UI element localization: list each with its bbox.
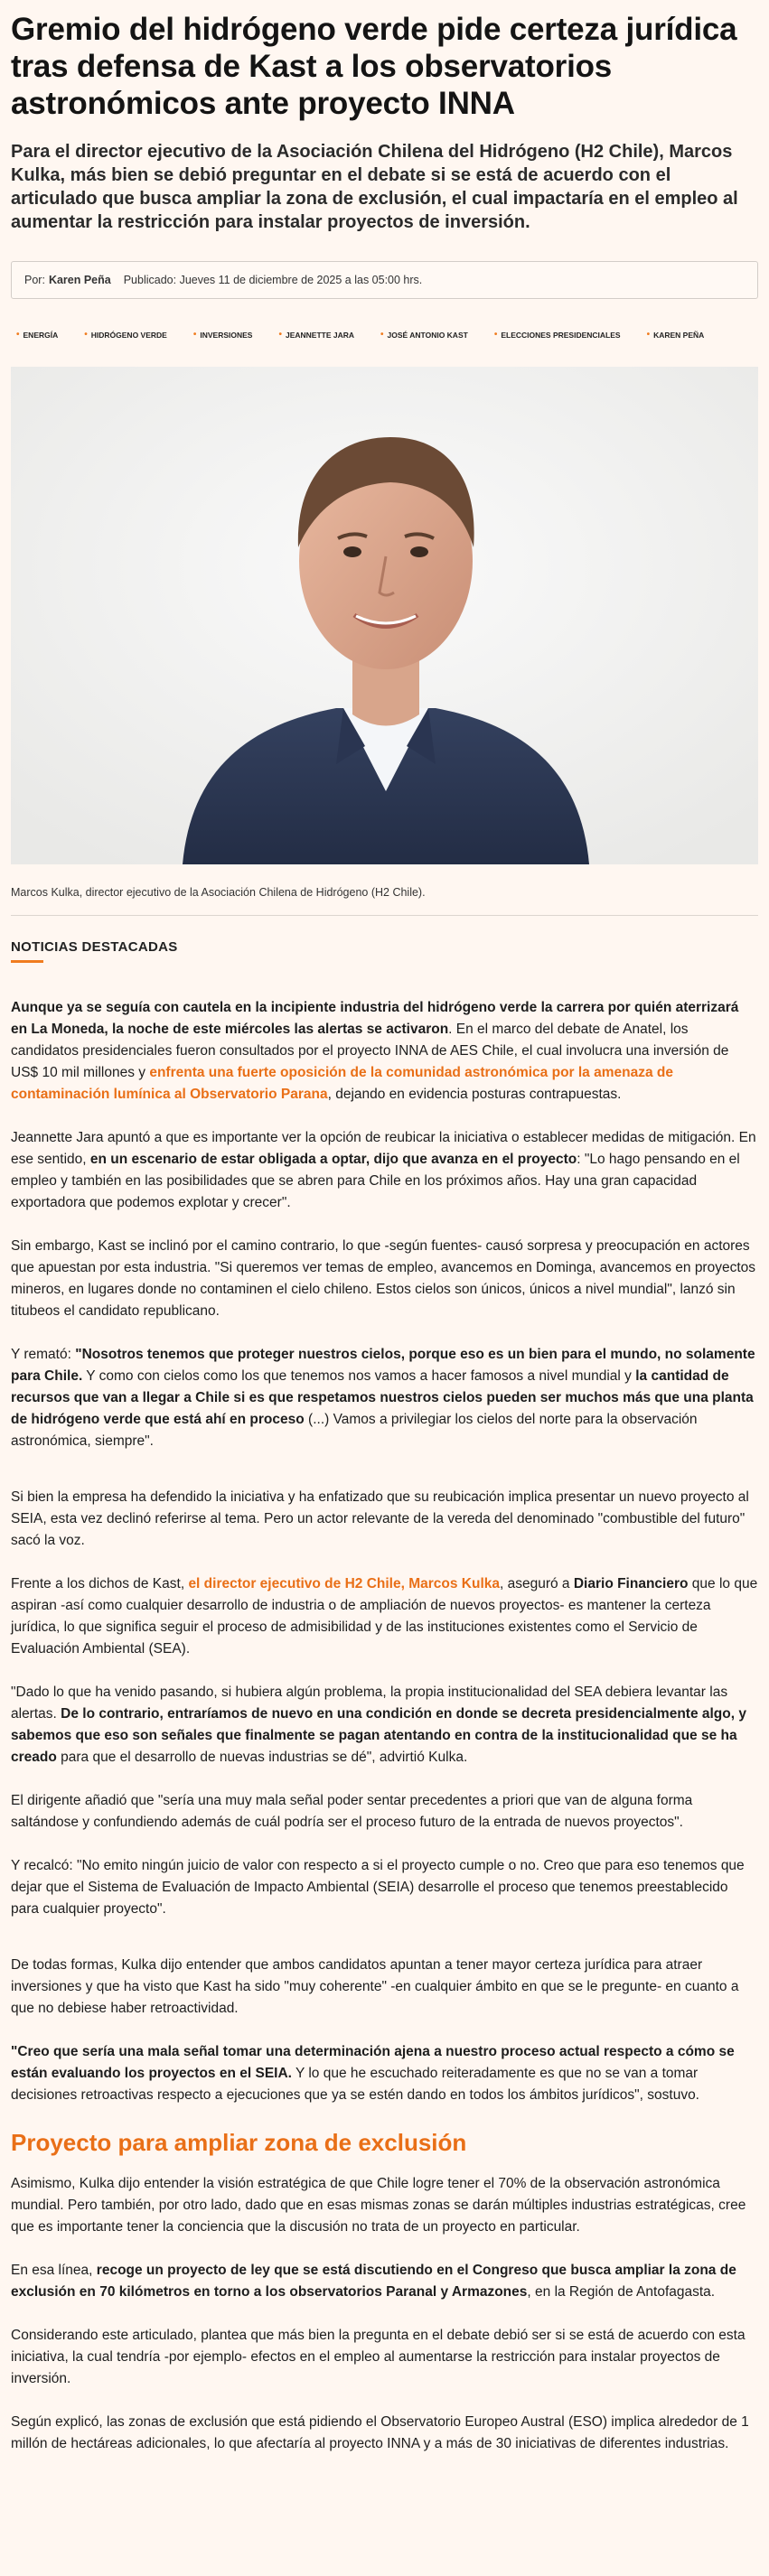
paragraph: Frente a los dichos de Kast, el director ejecutivo de H2 Chile, Marcos Kulka, aseguró a Diario Financiero que lo que aspiran -así como cualquier desarrollo de industria o de ampliación de nuevos proyectos- es mantener la certeza jurídica, lo que significa seguir el proceso de admisibilidad y de las instituciones existentes como el Servicio de Evaluación Ambiental (SEA). bbox=[11, 1576, 758, 1657]
portrait-illustration bbox=[11, 367, 758, 864]
featured-news-link[interactable]: NOTICIAS DESTACADAS bbox=[11, 939, 178, 955]
bullet-icon: • bbox=[84, 330, 88, 340]
tag-hidrogeno-verde[interactable]: • HIDRÓGENO VERDE bbox=[84, 330, 167, 340]
tag-jeannette-jara[interactable]: • JEANNETTE JARA bbox=[278, 330, 355, 340]
paragraph: Si bien la empresa ha defendido la iniciativa y ha enfatizado que su reubicación implica presentar un nuevo proyecto al SEIA, esta vez declinó referirse al tema. Pero un actor relevante de la vereda del denominado "combustible del futuro" sacó la voz. bbox=[11, 1489, 749, 1548]
bullet-icon: • bbox=[192, 330, 197, 340]
byline bbox=[11, 261, 758, 299]
tag-list bbox=[11, 324, 758, 345]
paragraph: Según explicó, las zonas de exclusión que está pidiendo el Observatorio Europeo Austral (ESO) implica alrededor de 1 millón de hectáreas adicionales, lo que afectaría al proyecto INNA y a más de 30 iniciativas de diferentes industrias. bbox=[11, 2414, 749, 2451]
paragraph: Y recalcó: "No emito ningún juicio de valor con respecto a si el proyecto cumple o no. Creo que para eso tenemos que dejar que el Sistema de Evaluación de Impacto Ambiental (SEIA) desarrolle el proceso que tenemos preestablecido para cualquier proyecto". bbox=[11, 1858, 745, 1917]
paragraph: El dirigente añadió que "sería una muy mala señal poder sentar precedentes a priori que van de alguna forma saltándose y confundiendo además de cuál podría ser el proceso futuro de la entrada de nuevos proyectos". bbox=[11, 1793, 693, 1830]
bullet-icon: • bbox=[16, 330, 20, 340]
paragraph: "Creo que sería una mala señal tomar una determinación ajena a nuestro proceso actual respecto a cómo se están evaluando los proyectos en el SEIA. Y lo que he escuchado reiteradamente es que no se van a tomar decisiones retroactivas respecto a ejecuciones que ya se estén dando en todos los ámbitos jurídicos", sostuvo. bbox=[11, 2044, 735, 2103]
inline-link-astronomy[interactable]: enfrenta una fuerte oposición de la comunidad astronómica por la amenaza de contaminación lumínica al Observatorio Parana bbox=[11, 1065, 673, 1102]
article-body bbox=[11, 997, 758, 2455]
paragraph: En esa línea, recoge un proyecto de ley que se está discutiendo en el Congreso que busca ampliar la zona de exclusión en 70 kilómetros en torno a los observatorios Paranal y Armazones, en la Región de Antofagasta. bbox=[11, 2263, 736, 2300]
paragraph: Jeannette Jara apuntó a que es importante ver la opción de reubicar la iniciativa o establecer medidas de mitigación. En ese sentido, en un escenario de estar obligada a optar, dijo que avanza en el proyecto: "Lo hago pensando en el empleo y también en las posibilidades que se abren para Chile en los próximos años. Hay una gran capacidad exportadora que podemos explotar y crecer". bbox=[11, 1130, 756, 1210]
paragraph: "Dado lo que ha venido pasando, si hubiera algún problema, la propia institucionalidad del SEA debiera levantar las alertas. De lo contrario, entraríamos de nuevo en una condición en donde se decreta presidencialmente algo, y sabemos que eso son señales que finalmente se pagan atentando en contra de la institucionalidad que se ha creado para que el desarrollo de nuevas industrias se dé", advirtió Kulka. bbox=[11, 1685, 746, 1765]
tag-inversiones[interactable]: • INVERSIONES bbox=[192, 330, 253, 340]
tag-energia[interactable]: • ENERGÍA bbox=[16, 330, 59, 340]
photo-caption: Marcos Kulka, director ejecutivo de la Asociación Chilena de Hidrógeno (H2 Chile). bbox=[11, 886, 426, 899]
featured-underline bbox=[11, 960, 43, 963]
published-date: Publicado: Jueves 11 de diciembre de 2025 a las 05:00 hrs. bbox=[123, 274, 423, 286]
tag-jose-antonio-kast[interactable]: • JOSÉ ANTONIO KAST bbox=[380, 330, 468, 340]
paragraph: Asimismo, Kulka dijo entender la visión estratégica de que Chile logre tener el 70% de la observación astronómica mundial. Pero también, por otro lado, dado que en esas mismas zonas se darán múltiples industrias estratégicas, cree que es importante tener la conciencia que la discusión no trata de un proyecto en particular. bbox=[11, 2176, 746, 2235]
bullet-icon: • bbox=[493, 330, 498, 340]
paragraph: De todas formas, Kulka dijo entender que ambos candidatos apuntan a tener mayor certeza jurídica para atraer inversiones y que ha visto que Kast ha sido "muy coherente" -en cualquier ámbito en que se le pregunte- en cuanto a que no debiese haber retroactividad. bbox=[11, 1957, 739, 2016]
paragraph: Sin embargo, Kast se inclinó por el camino contrario, lo que -según fuentes- causó sorpresa y preocupación en actores que apuestan por esta industria. "Si queremos ver temas de empleo, avancemos en Dominga, avancemos en proyectos mineros, en lugares donde no contaminen el cielo chileno. Estos cielos son únicos, únicos a nivel mundial", lanzó sin titubeos el candidato republicano. bbox=[11, 1238, 756, 1319]
article-photo bbox=[11, 367, 758, 864]
divider bbox=[11, 915, 758, 916]
paragraph: Y remató: "Nosotros tenemos que proteger nuestros cielos, porque eso es un bien para el mundo, no solamente para Chile. Y como con cielos como los que tenemos nos vamos a hacer famosos a nivel mundial y la cantidad de recursos que van a llegar a Chile si es que respetamos nuestros cielos pueden ser muchos más que una planta de hidrógeno verde que está ahí en proceso (...) Vamos a privilegiar los cielos del norte para la observación astronómica, siempre". bbox=[11, 1347, 755, 1449]
author-link[interactable]: Karen Peña bbox=[48, 274, 111, 286]
article-lead: Para el director ejecutivo de la Asociación Chilena del Hidrógeno (H2 Chile), Marcos Kulka, más bien se debió preguntar en el debate si se está de acuerdo con el articulado que busca ampliar la zona de exclusión, el cual impactaría en el empleo al aumentar la restricción para instalar proyectos de inversión. bbox=[11, 142, 738, 232]
bullet-icon: • bbox=[278, 330, 282, 340]
tag-elecciones-presidenciales[interactable]: • ELECCIONES PRESIDENCIALES bbox=[493, 330, 621, 340]
bullet-icon: • bbox=[380, 330, 384, 340]
byline-prefix: Por: bbox=[24, 274, 45, 286]
section-subtitle: Proyecto para ampliar zona de exclusión bbox=[11, 2129, 467, 2156]
article-title: Gremio del hidrógeno verde pide certeza jurídica tras defensa de Kast a los observatorios astronómicos ante proyecto INNA bbox=[11, 12, 737, 121]
inline-link-kulka[interactable]: el director ejecutivo de H2 Chile, Marcos Kulka bbox=[188, 1576, 500, 1591]
tag-karen-pena[interactable]: • KAREN PEÑA bbox=[646, 330, 705, 340]
bullet-icon: • bbox=[646, 330, 651, 340]
paragraph: Considerando este articulado, plantea que más bien la pregunta en el debate debió ser si se está de acuerdo con esta iniciativa, la cual tendría -por ejemplo- efectos en el empleo al aumentarse la restricción para instalar proyectos de inversión. bbox=[11, 2328, 746, 2386]
paragraph: Aunque ya se seguía con cautela en la incipiente industria del hidrógeno verde la carrera por quién aterrizará en La Moneda, la noche de este miércoles las alertas se activaron. En el marco del debate de Anatel, los candidatos presidenciales fueron consultados por el proyecto INNA de AES Chile, el cual involucra una inversión de US$ 10 mil millones y enfrenta una fuerte oposición de la comunidad astronómica por la amenaza de contaminación lumínica al Observatorio Parana, dejando en evidencia posturas contrapuestas. bbox=[11, 1000, 739, 1102]
